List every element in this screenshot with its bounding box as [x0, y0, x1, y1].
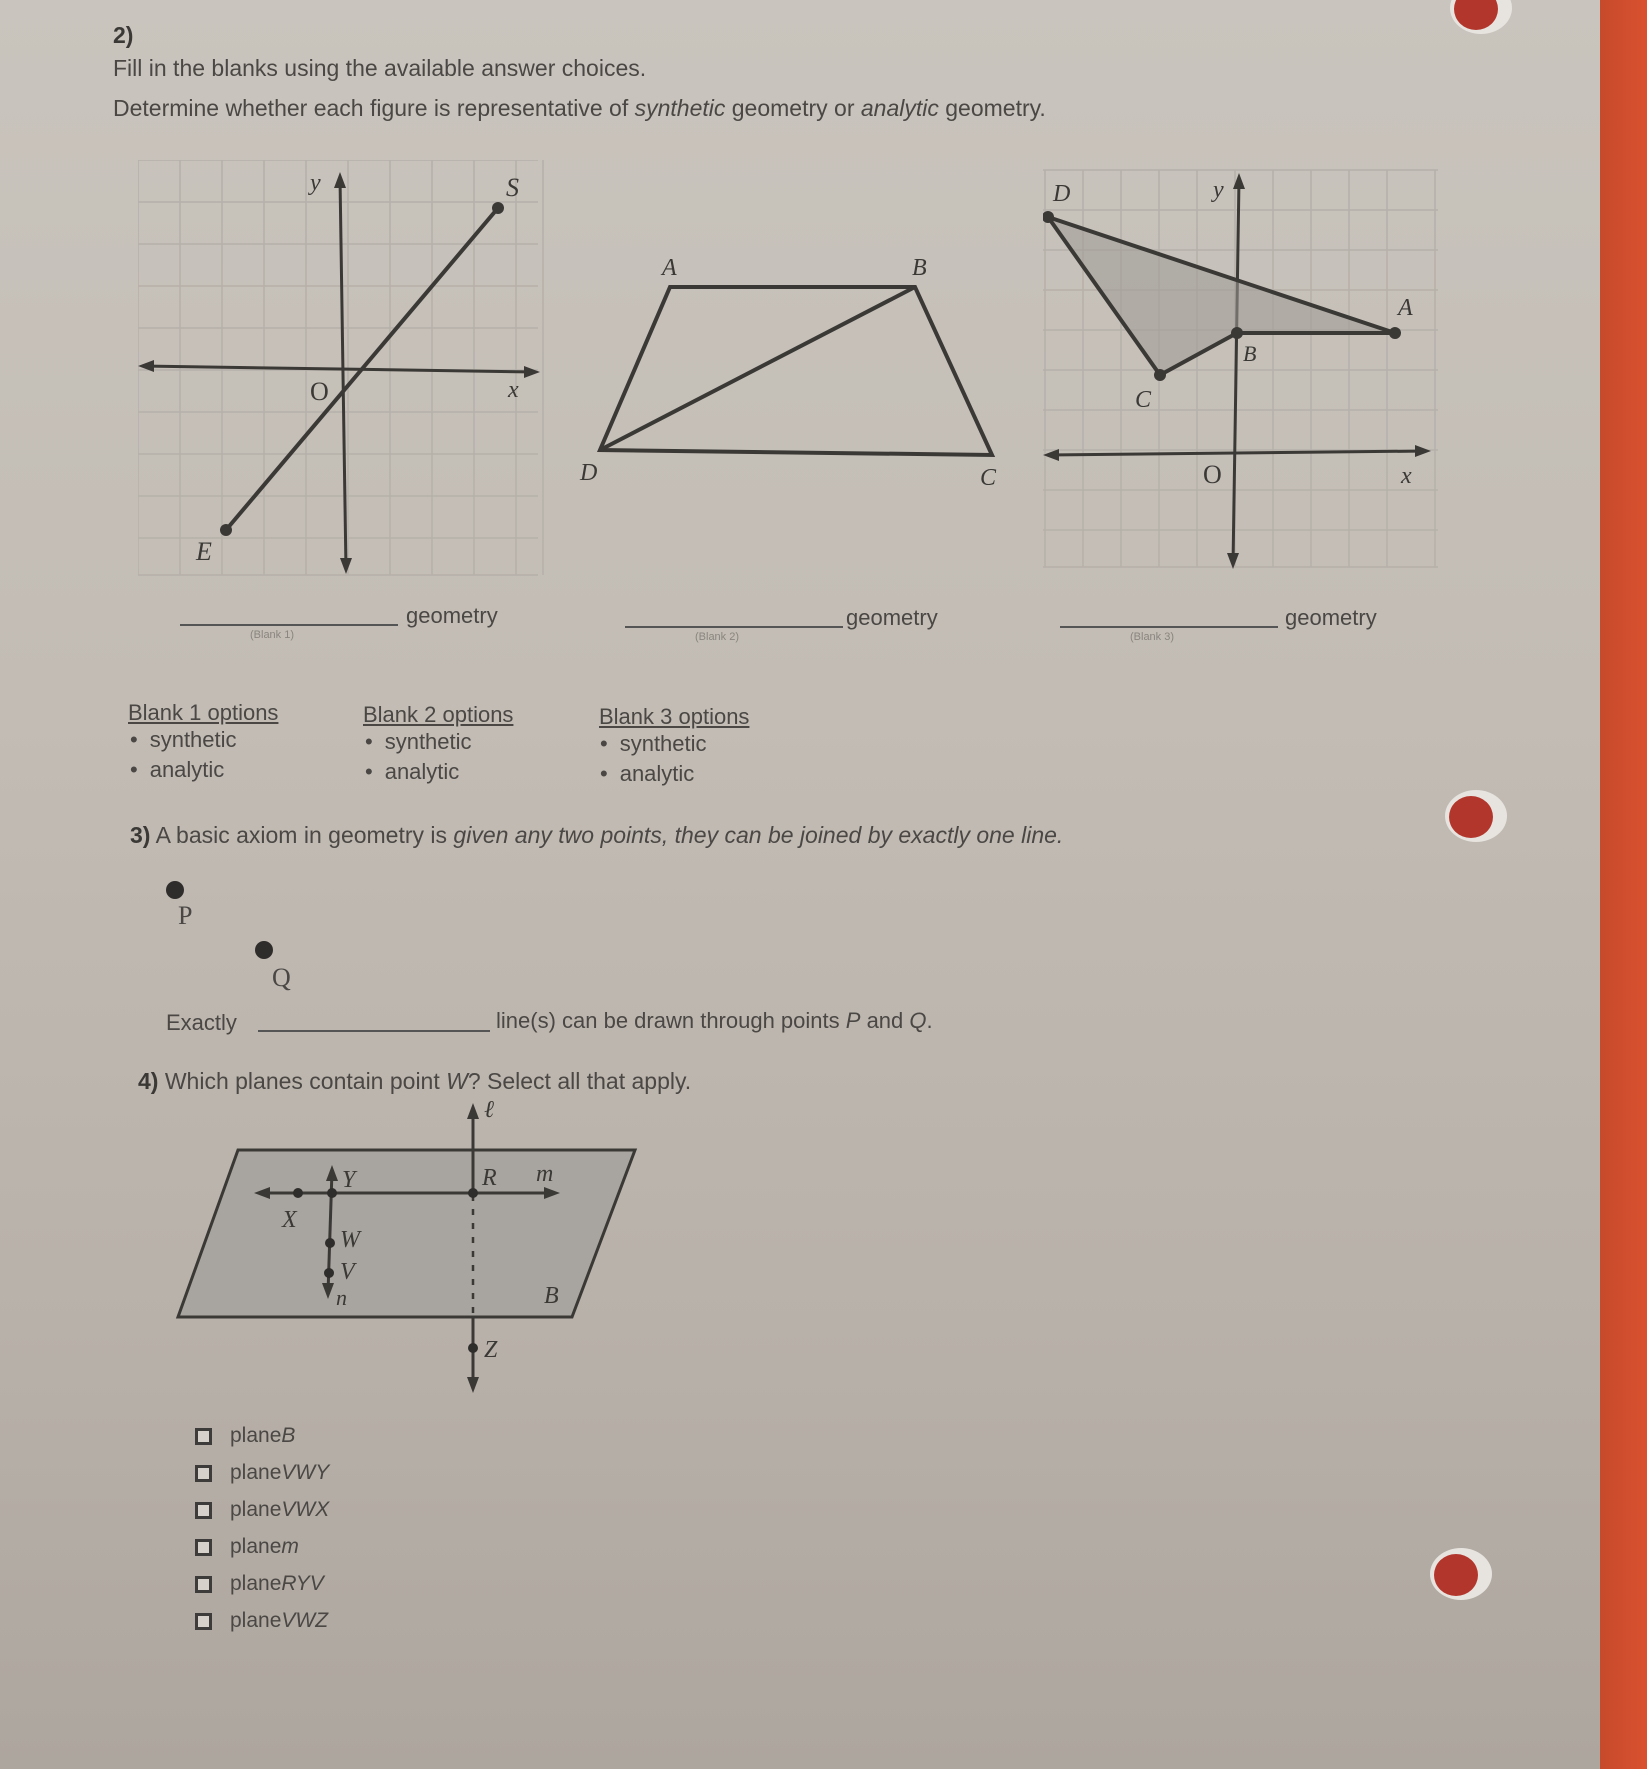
blank-2-input[interactable]	[625, 626, 843, 628]
point-x-label: X	[282, 1207, 297, 1233]
point-q	[255, 941, 273, 959]
blank-1-word: geometry	[406, 603, 498, 628]
choice-plane-vwy[interactable]: plane VWY	[195, 1461, 329, 1485]
point-b-label: B	[1243, 341, 1257, 366]
x-axis-label: x	[1401, 463, 1412, 489]
blank-3-sublabel: (Blank 3)	[1130, 631, 1175, 643]
q3-exactly-label: Exactly	[166, 1010, 237, 1035]
point-s-label: S	[506, 173, 519, 202]
quadrilateral-dcba	[1048, 217, 1395, 375]
blank-3-option-analytic[interactable]: • analytic	[600, 761, 694, 787]
point-p	[166, 881, 184, 899]
plane-figure	[170, 1095, 650, 1405]
checkbox[interactable]	[195, 1613, 212, 1630]
blank-3-option-synthetic[interactable]: • synthetic	[600, 731, 707, 757]
x-axis-label: x	[508, 377, 519, 403]
point-r	[468, 1188, 478, 1198]
point-q-label: Q	[272, 963, 291, 992]
point-d-label: D	[1053, 181, 1071, 207]
vertex-a-label: A	[662, 255, 677, 281]
diagonal-db	[600, 287, 915, 450]
plane-b-label: B	[544, 1283, 559, 1309]
point-w	[325, 1238, 335, 1248]
checkbox[interactable]	[195, 1428, 212, 1445]
choice-plane-vwz[interactable]: plane VWZ	[195, 1609, 328, 1633]
point-p-label: P	[178, 901, 193, 930]
vertex-c-label: C	[980, 465, 997, 491]
line-m-label: m	[536, 1161, 554, 1187]
blank-1-option-synthetic[interactable]: • synthetic	[130, 727, 237, 753]
point-z-label: Z	[484, 1337, 498, 1363]
point-c-label: C	[1135, 387, 1152, 413]
checkbox[interactable]	[195, 1539, 212, 1556]
vertex-b-label: B	[912, 255, 927, 281]
point-z	[468, 1343, 478, 1353]
point-v-label: V	[340, 1259, 355, 1285]
blank-2-option-analytic[interactable]: • analytic	[365, 759, 459, 785]
line-l-label: ℓ	[484, 1097, 494, 1123]
blank-2-options-heading: Blank 2 options	[363, 702, 514, 727]
plane-b	[178, 1150, 635, 1317]
blank-2-word: geometry	[846, 605, 938, 630]
origin-label: O	[1203, 460, 1222, 489]
question-2-instruction: Fill in the blanks using the available answer choices.	[113, 55, 647, 81]
figure-3-coordinate-quadrilateral	[1043, 165, 1443, 575]
figure-2-trapezoid	[570, 245, 1010, 495]
blank-1-option-analytic[interactable]: • analytic	[130, 757, 224, 783]
x-axis	[1047, 451, 1427, 455]
point-s	[492, 202, 504, 214]
point-y-label: Y	[342, 1167, 356, 1193]
point-x	[293, 1188, 303, 1198]
blank-3-options-heading: Blank 3 options	[599, 704, 750, 729]
q3-fill-sentence: line(s) can be drawn through points P and Q.	[496, 1008, 933, 1033]
point-e-label: E	[196, 537, 212, 566]
question-2-prompt: Determine whether each figure is representative of synthetic geometry or analytic geometry.	[113, 95, 1046, 121]
question-2-number: 2)	[113, 22, 134, 48]
point-r-label: R	[482, 1165, 497, 1191]
checkbox[interactable]	[195, 1502, 212, 1519]
blank-1-sublabel: (Blank 1)	[250, 629, 295, 641]
point-w-label: W	[340, 1227, 360, 1253]
points-pq-figure	[150, 870, 320, 1000]
line-n-label: n	[336, 1285, 347, 1310]
blank-2-option-synthetic[interactable]: • synthetic	[365, 729, 472, 755]
binder-hole-middle	[1445, 790, 1507, 842]
point-b	[1231, 327, 1243, 339]
point-e	[220, 524, 232, 536]
point-a-label: A	[1398, 295, 1413, 321]
point-c	[1154, 369, 1166, 381]
y-axis	[340, 178, 346, 570]
blank-3-word: geometry	[1285, 605, 1377, 630]
blank-1-input[interactable]	[180, 624, 398, 626]
checkbox[interactable]	[195, 1576, 212, 1593]
red-binder-edge	[1600, 0, 1647, 1769]
checkbox[interactable]	[195, 1465, 212, 1482]
y-axis	[1233, 179, 1239, 565]
point-v	[324, 1268, 334, 1278]
blank-1-options-heading: Blank 1 options	[128, 700, 279, 725]
y-axis-label: y	[310, 170, 321, 196]
trapezoid-abcd	[600, 287, 992, 455]
question-4-text: 4) Which planes contain point W? Select all that apply.	[138, 1068, 692, 1094]
figure-1-coordinate-line	[138, 160, 548, 580]
q3-number-of-lines-input[interactable]	[258, 1030, 490, 1032]
blank-3-input[interactable]	[1060, 626, 1278, 628]
origin-label: O	[310, 377, 329, 406]
point-y	[327, 1188, 337, 1198]
question-3-text: 3) A basic axiom in geometry is given any two points, they can be joined by exactly one line.	[130, 822, 1064, 848]
choice-plane-m[interactable]: plane m	[195, 1535, 299, 1559]
y-axis-label: y	[1213, 177, 1224, 203]
x-axis	[142, 366, 536, 372]
choice-plane-b[interactable]: plane B	[195, 1424, 295, 1448]
vertex-d-label: D	[580, 460, 598, 486]
point-a	[1389, 327, 1401, 339]
choice-plane-vwx[interactable]: plane VWX	[195, 1498, 329, 1522]
choice-plane-ryv[interactable]: plane RYV	[195, 1572, 324, 1596]
binder-hole-bottom	[1430, 1548, 1492, 1600]
blank-2-sublabel: (Blank 2)	[695, 631, 740, 643]
